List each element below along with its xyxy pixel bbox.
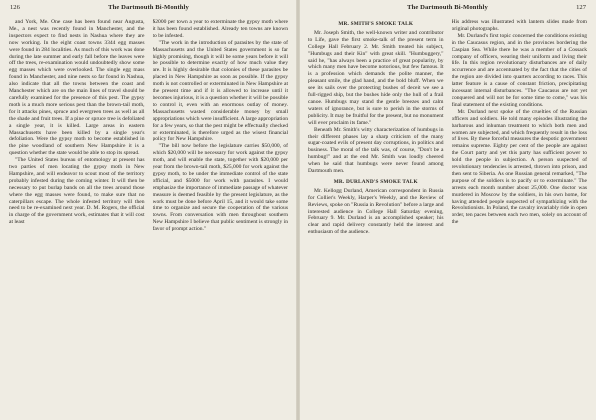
right-running-title: The Dartmouth Bi-Monthly [407, 4, 488, 11]
paragraph: "The bill now before the legislature carries $50,000, of which $20,000 will be necessary for work against the gypsy moth, and will enable the state, together with $20,000 per year from the brown-tail moth, $25,000 for work against the gypsy moth, to be under the immediate control of the state official, and $5000 for work with parasites. I would emphasize the importance of immediate passage of whatever measure is deemed feasible by the present legislature, as the work must be done before April 15, and it would take some time to organize and secure the cooperation of the various towns. From conversation with men throughout southern New Hampshire I believe that public sentiment is strongly in favor of prompt action." [152, 143, 288, 233]
paragraph: $2000 per town a year to exterminate the gypsy moth where it has been found established. Already ten towns are known to be infested. [152, 19, 288, 39]
right-running-header [309, 4, 586, 14]
paragraph: Mr. Kellogg Durland, American correspondent in Russia for Collier's Weekly, Harper's Weekly, and the Review of Reviews, spoke on "Russia in Revolution" before a large and interested audience in College Hall Saturday evening, February 9. Mr. Durland is an accomplished speaker; his clear and rapid delivery constantly held the interest and enthusiasm of the audience. [308, 187, 444, 236]
left-page-number: 126 [10, 4, 20, 11]
paragraph: Mr. Durland's first topic concerned the conditions existing in the Caucasus region, and in the provinces bordering the Caspian Sea. While there he was a member of a Cossack company of officers, wearing their uniform and living their life. In this region revolutionary disturbances are of daily occurrence and are accentuated by the fact that the cities of the region are divided into quarters according to races. This latter feature is a cause of constant friction, precipitating incessant internal disturbances. "The Caucasus are not yet conquered and will not be for some time to come," was his final statement of the existing conditions. [451, 32, 587, 108]
right-column-1 [308, 19, 444, 414]
section-heading-durland: MR. DURLAND'S SMOKE TALK [333, 178, 418, 185]
left-page-columns [9, 19, 288, 414]
left-running-title: The Dartmouth Bi-Monthly [108, 4, 189, 11]
right-column-2 [452, 19, 588, 414]
paragraph: Beneath Mr. Smith's witty characterization of humbugs in their different phases lay a sharp criticism of the many sugar-coated evils of present day corruptions, in politics and business. The moral of the talk was, of course, "Don't be a humbug!" and at the end Mr. Smith was loudly cheered when he said that humbugs were never found among Dartmouth men. [308, 126, 444, 175]
right-page-number: 127 [576, 4, 586, 11]
paragraph: His address was illustrated with lantern slides made from original photographs. [451, 19, 587, 32]
left-running-header [10, 4, 287, 14]
paragraph: "The work in the introduction of parasites by the state of Massachusetts and the United States government is so far highly promising, though it will be some years before it will be possible to determine exactly of how much value they are. It is highly desirable that colonies of these parasites be placed in New Hampshire as soon as possible. If the gypsy moth is not controlled or exterminated in New Hampshire at the present time and if it is allowed to increase until it becomes injurious, it is a question whether it will be possible to control it, even with an enormous outlay of money. Massachusetts wasted considerable money by small appropriations which were insufficient. A large appropriation for a few years, so that the pest might be effectually checked or exterminated, is therefore urged as the wisest financial policy for New Hampshire. [152, 39, 288, 143]
left-column-2 [153, 19, 289, 414]
section-heading-smith: MR. SMITH'S SMOKE TALK [338, 21, 414, 27]
paragraph: "The United States bureau of entomology at present has two parties of men locating the gypsy moth in New Hampshire, and will endeavor to scout most of the territory probably infested during the coming winter. It will then be necessary to put burlap bands on all the trees around those where the egg masses were found, to make sure that no caterpillars escape. The whole infested territory will then need to be re-examined next year. D. M. Rogers, the official in charge of the government work, estimates that it will cost at least [9, 157, 145, 226]
left-column-1 [9, 19, 145, 414]
right-page [299, 0, 596, 420]
left-page [0, 0, 297, 420]
paragraph: Mr. Joseph Smith, the well-known writer and contributor to Life, gave the first smoke-talk of the present term in College Hall February 2. Mr. Smith treated his subject, "Humbugs and their Kin" with great skill. "Humbuggery," said he, "has always been a practice of great popularity, by which many men have become notorious, but few famous. It is a profession which demands the polite manner, the pleasant smile, the glad hand, and the bold bluff. When we see its sails over the protecting bushes of deceit we see a full-rigged ship, but the bushes hide only the hull of a frail canoe. Humbugs may stand the gentle breezes and calm waters of ignorance, but is sure to perish in the storms of publicity. It may be fruitful for the present, but no monument will ever proclaim its fame." [308, 29, 444, 126]
paragraph: and York, Me. One case has been found near Augusta, Me., a nest was recently found in Manchester, and the inspectors expect to find nests in Nashua where they are now working. In the eight coast towns 3344 egg masses were found in 284 localities. As much of this work was done during the late summer and early fall before the leaves were off the trees, re-examination would undoubtedly show some egg masses which were overlooked. The single egg mass found in Manchester, and nine nests so far found in Nashua, also indicate that all the towns between the coast and Manchester which are on the main lines of travel should be carefully examined for the presence of this pest. The gypsy moth is a much more serious pest than the brown-tail moth, for it attacks pines, spruce and evergreen trees as well as all the shade and fruit trees. If a pine or spruce tree is defoliated a single year, it is killed. Large areas in eastern Massachusetts have been killed by a single year's defoliation. Were the gypsy moth to become established in the pine woodland of southern New Hampshire it is a question whether the state would be able to stop its spread. [9, 19, 145, 157]
paragraph: Mr. Durland next spoke of the cruelties of the Russian officers and soldiers. He told many episodes illustrating the barbarous and inhuman treatment to which both men and women are subjected, and which frequently result in the loss of lives. By these forceful measures the despotic government remains supreme. Eighty per cent of the people are against the Court party and yet this party has sufficient power to hold the people in subjection. A person suspected of revolutionary tendencies is arrested, thrown into prison, and then sent to Siberia. As one Russian general remarked, "The purpose of the soldiers is to pacify or to exterminate." The arrests each month number about 25,000. One doctor was murdered in Moscow by the soldiers, in his own home, for having attended people suspected of sympathizing with the Revolutionists. In Poland, the cavalry invariably ride in open order, ten paces between each two men, solely on account of the [451, 108, 587, 226]
right-page-columns [308, 19, 587, 414]
